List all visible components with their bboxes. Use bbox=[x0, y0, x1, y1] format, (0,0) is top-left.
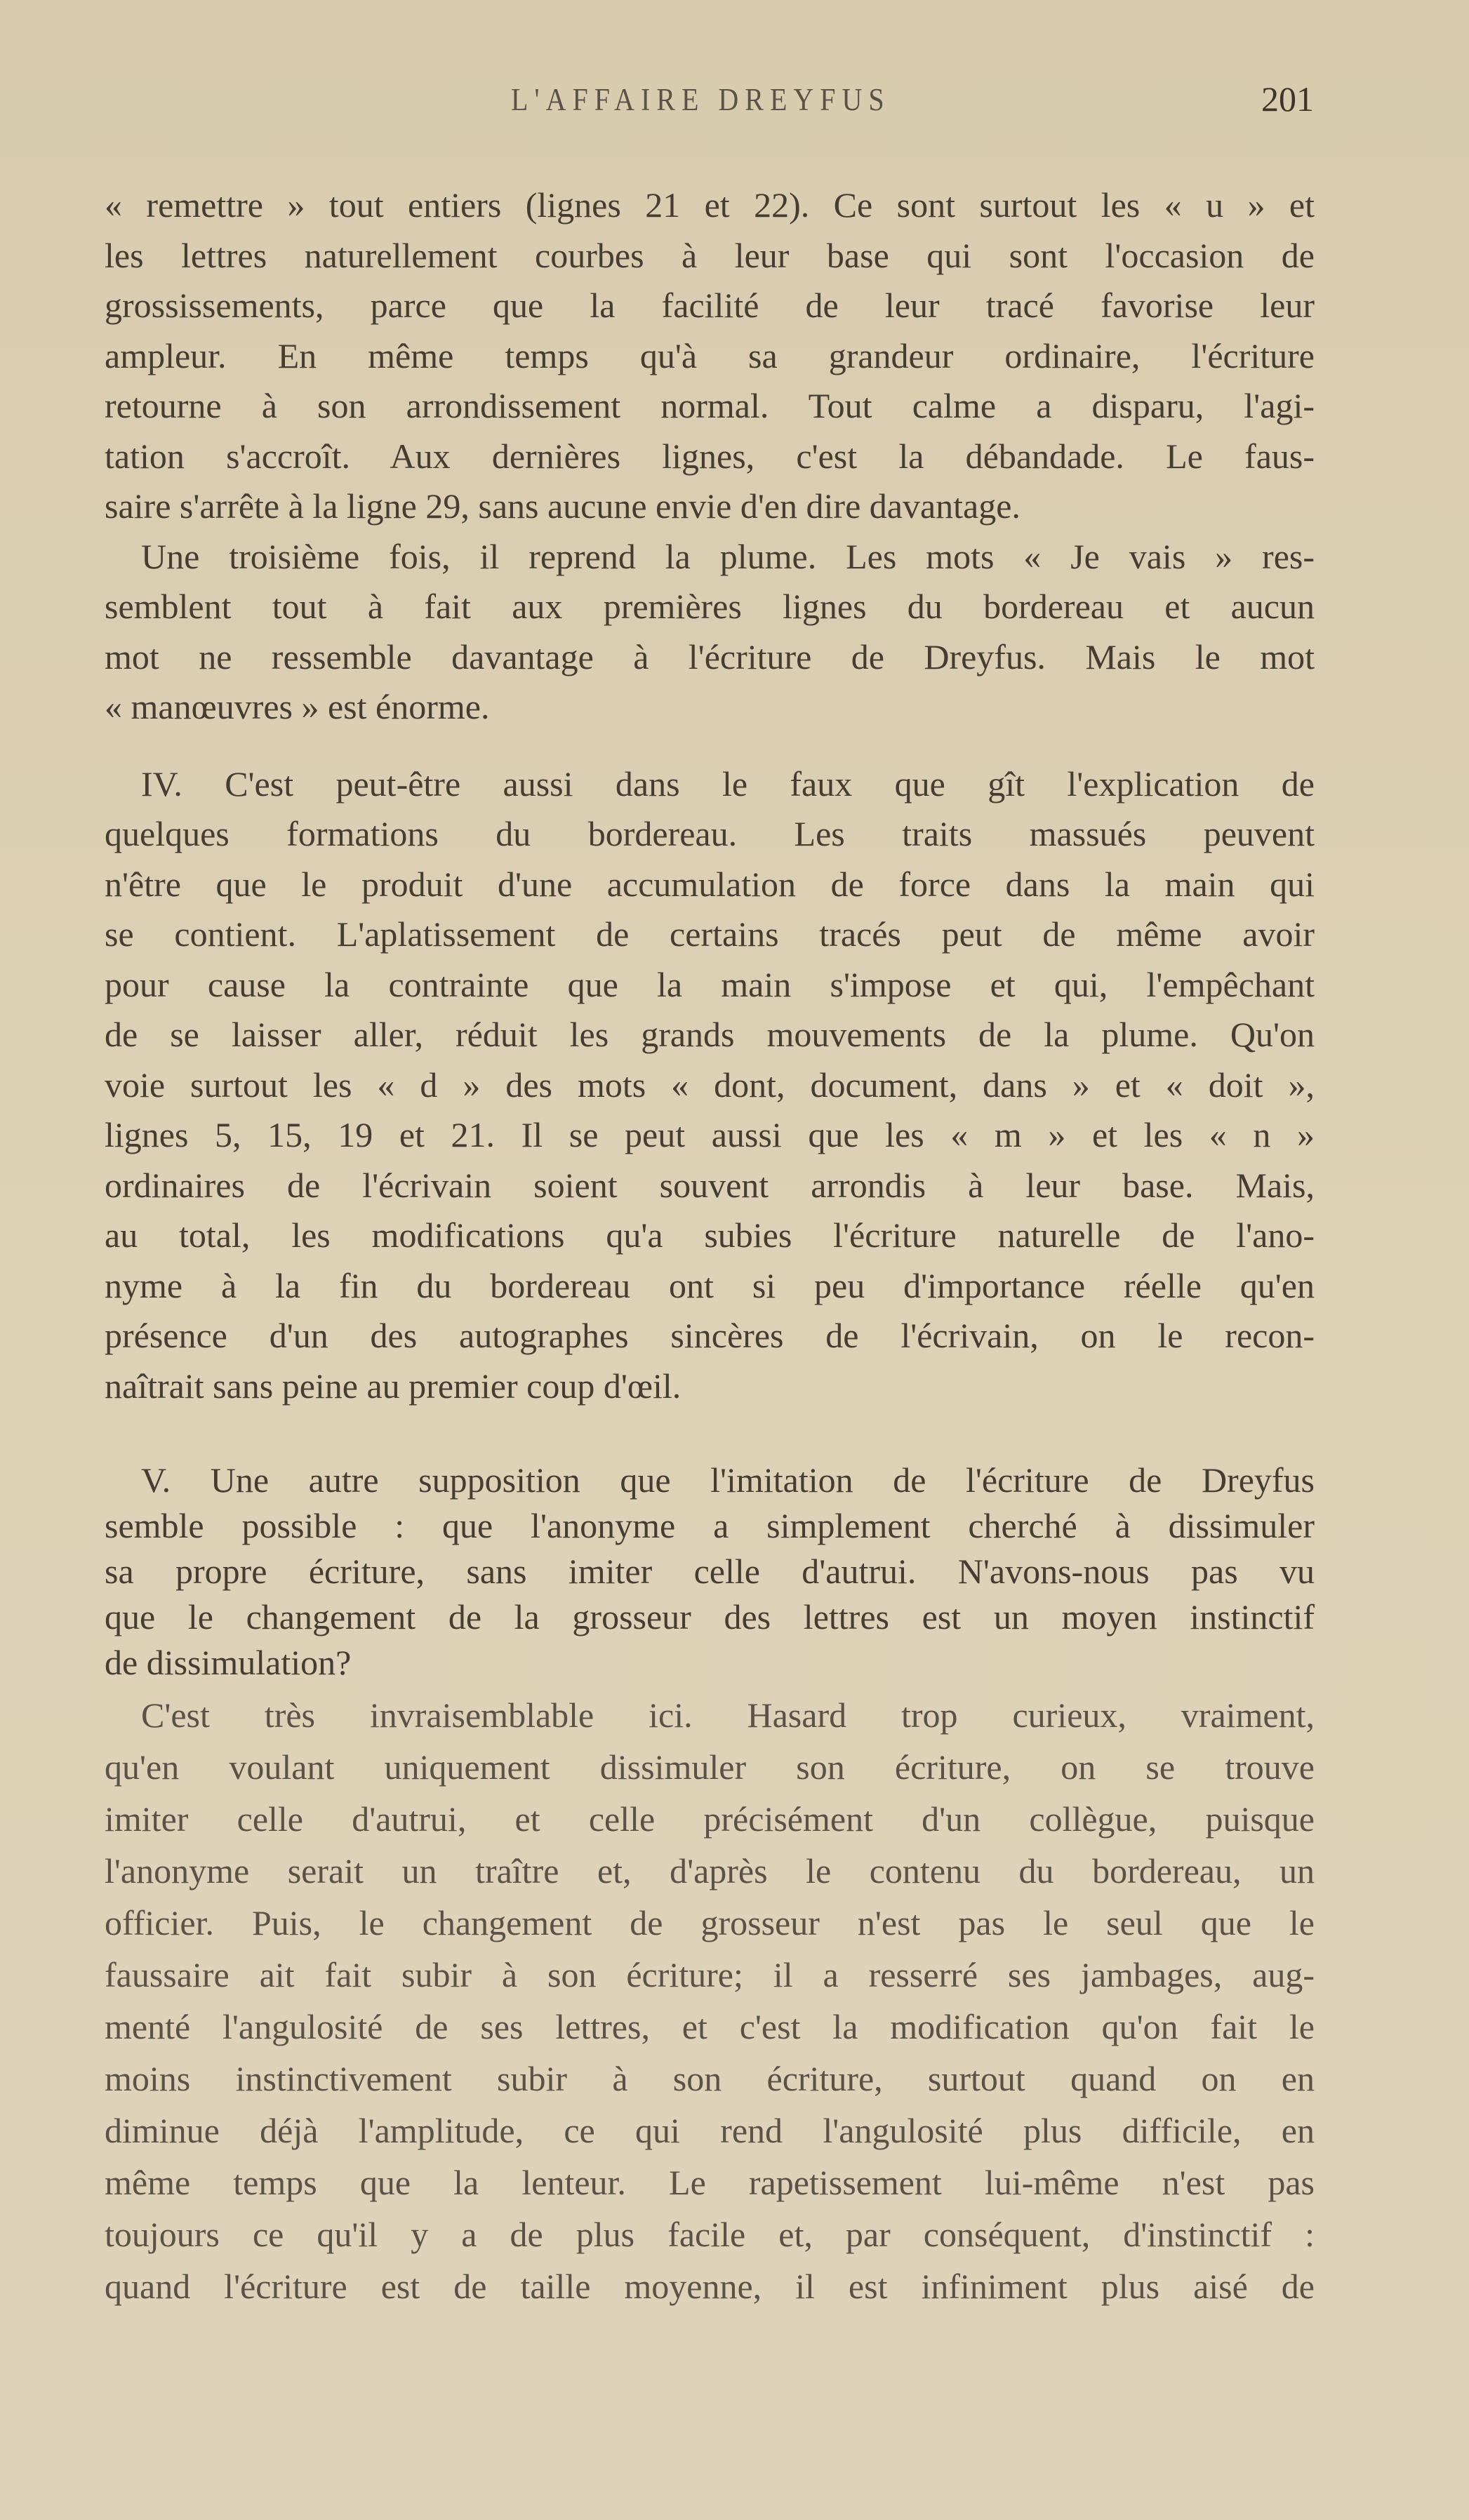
paragraph-section-v bbox=[105, 1458, 1315, 1686]
text-line: voie surtout les « d » des mots « dont, document, dans » et « doit », bbox=[105, 1065, 1315, 1105]
text-line: « manœuvres » est énorme. bbox=[105, 687, 490, 726]
running-title: L'AFFAIRE DREYFUS bbox=[511, 81, 891, 118]
text-line: retourne à son arrondissement normal. Tout calme a disparu, l'agi- bbox=[105, 386, 1315, 425]
text-line: ampleur. En même temps qu'à sa grandeur ordinaire, l'écriture bbox=[105, 335, 1315, 375]
text-line: même temps que la lenteur. Le rapetissement lui-même n'est pas bbox=[105, 2163, 1315, 2202]
text-line: naîtrait sans peine au premier coup d'œil. bbox=[105, 1366, 682, 1406]
text-line: IV. C'est peut-être aussi dans le faux que gît l'explication de bbox=[141, 764, 1315, 804]
text-line: menté l'angulosité de ses lettres, et c'est la modification qu'on fait le bbox=[105, 2007, 1315, 2046]
text-line: « remettre » tout entiers (lignes 21 et 22). Ce sont surtout les « u » et bbox=[105, 185, 1315, 225]
paragraph bbox=[105, 1689, 1315, 2312]
paragraph bbox=[105, 532, 1315, 733]
text-line: saire s'arrête à la ligne 29, sans aucune envie d'en dire davantage. bbox=[105, 486, 1021, 526]
text-line: mot ne ressemble davantage à l'écriture de Dreyfus. Mais le mot bbox=[105, 636, 1315, 676]
text-line: imiter celle d'autrui, et celle précisément d'un collègue, puisque bbox=[105, 1799, 1315, 1839]
text-line: les lettres naturellement courbes à leur base qui sont l'occasion de bbox=[105, 235, 1315, 275]
text-line: faussaire ait fait subir à son écriture; il a resserré ses jambages, aug- bbox=[105, 1955, 1315, 1994]
text-line: semble possible : que l'anonyme a simplement cherché à dissimuler bbox=[105, 1506, 1315, 1545]
text-line: semblent tout à fait aux premières lignes du bordereau et aucun bbox=[105, 587, 1315, 626]
text-line: pour cause la contrainte que la main s'impose et qui, l'empêchant bbox=[105, 964, 1315, 1004]
text-line: présence d'un des autographes sincères de l'écrivain, on le recon- bbox=[105, 1316, 1315, 1355]
text-line: diminue déjà l'amplitude, ce qui rend l'angulosité plus difficile, en bbox=[105, 2111, 1315, 2150]
text-line: lignes 5, 15, 19 et 21. Il se peut aussi que les « m » et les « n » bbox=[105, 1115, 1315, 1154]
body-text bbox=[105, 180, 1315, 2312]
text-line: qu'en voulant uniquement dissimuler son écriture, on se trouve bbox=[105, 1747, 1315, 1787]
text-line: quelques formations du bordereau. Les traits massués peuvent bbox=[105, 814, 1315, 853]
text-line: grossissements, parce que la facilité de leur tracé favorise leur bbox=[105, 286, 1315, 325]
text-line: ordinaires de l'écrivain soient souvent arrondis à leur base. Mais, bbox=[105, 1165, 1315, 1205]
text-line: nyme à la fin du bordereau ont si peu d'importance réelle qu'en bbox=[105, 1265, 1315, 1305]
text-line: moins instinctivement subir à son écriture, surtout quand on en bbox=[105, 2059, 1315, 2098]
text-line: tation s'accroît. Aux dernières lignes, c'est la débandade. Le faus- bbox=[105, 436, 1315, 476]
text-line: se contient. L'aplatissement de certains tracés peut de même avoir bbox=[105, 914, 1315, 954]
text-line: n'être que le produit d'une accumulation de force dans la main qui bbox=[105, 864, 1315, 904]
text-line: C'est très invraisemblable ici. Hasard trop curieux, vraiment, bbox=[141, 1695, 1315, 1735]
text-line: quand l'écriture est de taille moyenne, il est infiniment plus aisé de bbox=[105, 2267, 1315, 2306]
page-number: 201 bbox=[1261, 79, 1314, 119]
paragraph-section-iv bbox=[105, 759, 1315, 1412]
text-line: toujours ce qu'il y a de plus facile et, par conséquent, d'instinctif : bbox=[105, 2215, 1315, 2254]
text-line: au total, les modifications qu'a subies l'écriture naturelle de l'ano- bbox=[105, 1215, 1315, 1255]
text-line: l'anonyme serait un traître et, d'après le contenu du bordereau, un bbox=[105, 1851, 1315, 1891]
text-line: V. Une autre supposition que l'imitation de l'écriture de Dreyfus bbox=[141, 1460, 1315, 1500]
text-line: Une troisième fois, il reprend la plume. Les mots « Je vais » res- bbox=[141, 536, 1315, 576]
text-line: que le changement de la grosseur des lettres est un moyen instinctif bbox=[105, 1597, 1315, 1636]
text-line: sa propre écriture, sans imiter celle d'autrui. N'avons-nous pas vu bbox=[105, 1552, 1315, 1591]
text-line: de dissimulation? bbox=[105, 1643, 352, 1682]
text-line: officier. Puis, le changement de grosseur n'est pas le seul que le bbox=[105, 1903, 1315, 1942]
paragraph bbox=[105, 180, 1315, 532]
text-line: de se laisser aller, réduit les grands mouvements de la plume. Qu'on bbox=[105, 1015, 1315, 1054]
